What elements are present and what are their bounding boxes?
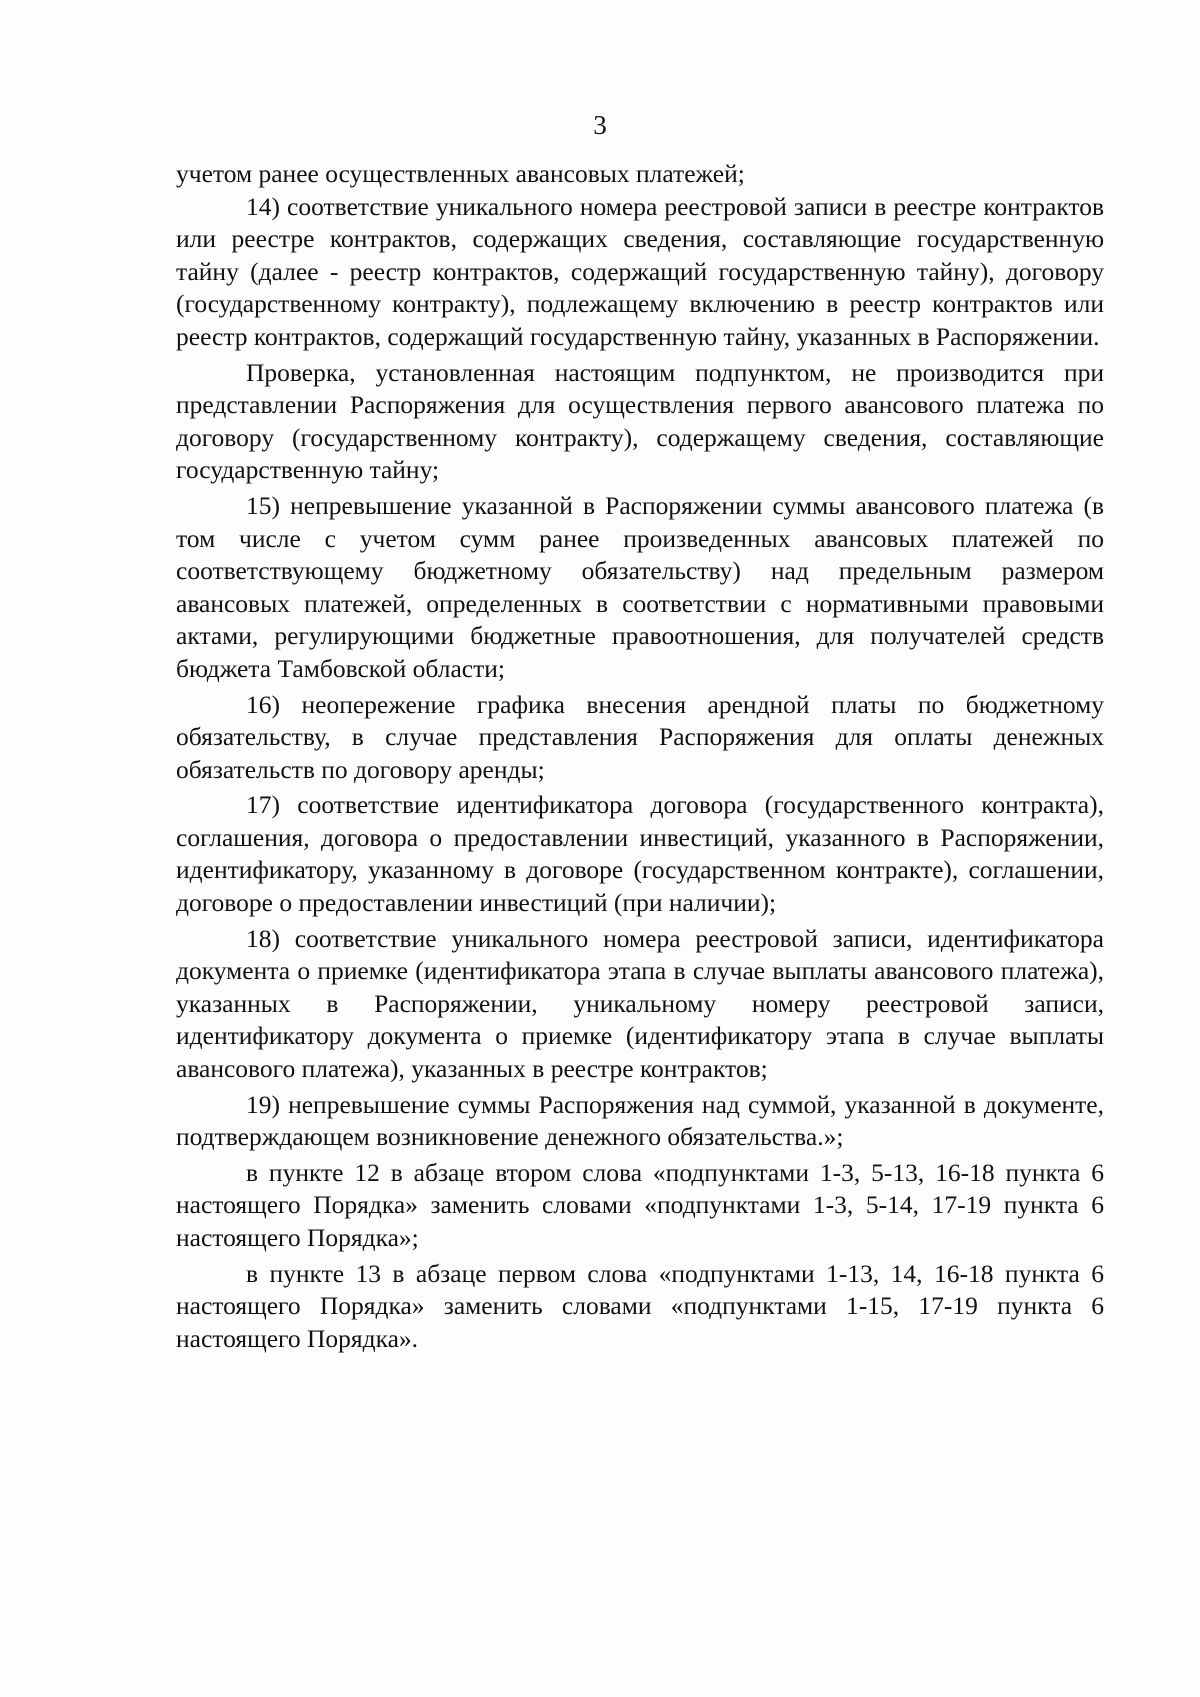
paragraph-point-13-amendment: в пункте 13 в абзаце первом слова «подпунктами 1-13, 14, 16-18 пункта 6 настоящего Порядка» заменить словами «подпунктами 1-15, 17-19 пункта 6 настоящего Порядка». [176, 1258, 1104, 1353]
paragraph-check-note: Проверка, установленная настоящим подпунктом, не производится при представлении Распоряжения для осуществления первого авансового платежа по договору (государственному контракту), содержащему сведения, составляющие государственную тайну; [176, 357, 1104, 485]
paragraph-continuation: учетом ранее осуществленных авансовых платежей; [176, 159, 745, 188]
paragraph-item-19: 19) непревышение суммы Распоряжения над суммой, указанной в документе, подтверждающем возникновение денежного обязательства.»; [176, 1089, 1104, 1152]
paragraph-item-15: 15) непревышение указанной в Распоряжении суммы авансового платежа (в том числе с учетом сумм ранее произведенных авансовых платежей по соответствующему бюджетному обязательству) над предельным размером авансовых платежей, определенных в соответствии с нормативными правовыми актами, регулирующими бюджетные правоотношения, для получателей средств бюджета Тамбовской области; [176, 490, 1104, 683]
document-body [176, 158, 1104, 1355]
paragraph-item-17: 17) соответствие идентификатора договора (государственного контракта), соглашения, договора о предоставлении инвестиций, указанного в Распоряжении, идентификатору, указанному в договоре (государственном контракте), соглашении, договоре о предоставлении инвестиций (при наличии); [176, 790, 1104, 918]
paragraph-point-12-amendment: в пункте 12 в абзаце втором слова «подпунктами 1-3, 5-13, 16-18 пункта 6 настоящего Порядка» заменить словами «подпунктами 1-3, 5-14, 17-19 пункта 6 настоящего Порядка»; [176, 1157, 1104, 1252]
paragraph-item-18: 18) соответствие уникального номера реестровой записи, идентификатора документа о приемке (идентификатора этапа в случае выплаты авансового платежа), указанных в Распоряжении, уникальному номеру реестровой записи, идентификатору документа о приемке (идентификатору этапа в случае выплаты авансового платежа), указанных в реестре контрактов; [176, 923, 1104, 1084]
page-number: 3 [593, 110, 607, 140]
paragraph-item-14: 14) соответствие уникального номера реестровой записи в реестре контрактов или реестре контрактов, содержащих сведения, составляющие государственную тайну (далее - реестр контрактов, содержащий государственную тайну), договору (государственному контракту), подлежащему включению в реестр контрактов или реестр контрактов, содержащий государственную тайну, указанных в Распоряжении. [176, 191, 1104, 351]
paragraph-item-16: 16) неопережение графика внесения арендной платы по бюджетному обязательству, в случае представления Распоряжения для оплаты денежных обязательств по договору аренды; [176, 689, 1104, 784]
